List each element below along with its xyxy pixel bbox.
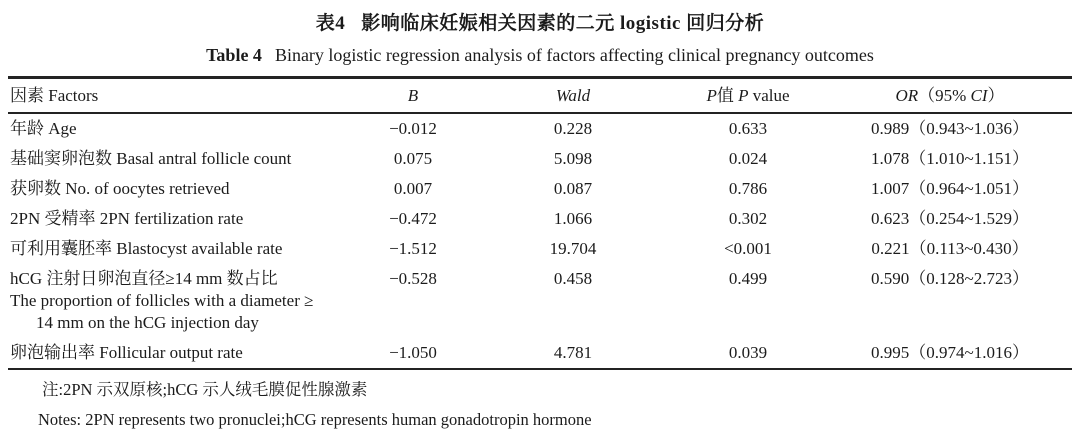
factor-cell <box>8 234 348 264</box>
table-row <box>8 174 1072 204</box>
table-notes <box>8 379 1072 431</box>
wald-cell: 4.781 <box>553 343 593 362</box>
column-header-b: B <box>348 78 478 114</box>
table-row <box>8 338 1072 369</box>
wald-cell: 19.704 <box>549 239 597 258</box>
header-segment: OR <box>895 86 919 105</box>
column-header-factors: 因素 Factors <box>8 78 348 114</box>
wald-cell: 0.087 <box>553 179 593 198</box>
b-cell: −0.528 <box>389 269 437 288</box>
factor-cell <box>8 144 348 174</box>
p-value-cell: 0.499 <box>728 269 768 288</box>
or-ci-cell: 0.623（0.254~1.529） <box>871 209 1029 228</box>
table-number-en: Table 4 <box>206 45 262 65</box>
factor-cell <box>8 264 348 338</box>
table-row <box>8 144 1072 174</box>
factor-line: 卵泡输出率 Follicular output rate <box>10 343 243 362</box>
column-header-wald: Wald <box>478 78 668 114</box>
table-row <box>8 234 1072 264</box>
factor-line: 可利用囊胚率 Blastocyst available rate <box>10 239 283 258</box>
p-value-cell: 0.302 <box>728 209 768 228</box>
or-ci-cell: 1.078（1.010~1.151） <box>871 149 1029 168</box>
header-segment: CI <box>970 86 988 105</box>
wald-cell: 0.228 <box>553 119 593 138</box>
table-row <box>8 204 1072 234</box>
or-ci-cell: 0.590（0.128~2.723） <box>871 269 1029 288</box>
header-segment: 值 <box>716 86 739 105</box>
or-ci-cell: 1.007（0.964~1.051） <box>871 179 1029 198</box>
p-value-cell: 0.039 <box>728 343 768 362</box>
factor-cell <box>8 204 348 234</box>
table-body <box>8 113 1072 369</box>
note-zh: 注:2PN 示双原核;hCG 示人绒毛膜促性腺激素 <box>42 380 368 399</box>
factor-line: 2PN 受精率 2PN fertilization rate <box>10 209 244 228</box>
table-row <box>8 264 1072 338</box>
table-title-zh-text: 影响临床妊娠相关因素的二元 logistic 回归分析 <box>361 13 765 34</box>
b-cell: −1.050 <box>389 343 437 362</box>
factor-cell <box>8 174 348 204</box>
header-segment: P <box>706 86 717 105</box>
header-segment: （95% <box>918 86 971 105</box>
column-header-p-value <box>668 78 828 114</box>
header-segment: P <box>738 86 749 105</box>
wald-cell: 5.098 <box>553 149 593 168</box>
table-row <box>8 113 1072 144</box>
column-header-or-ci <box>828 78 1072 114</box>
factor-line: 年龄 Age <box>10 119 77 138</box>
factor-line: 基础窦卵泡数 Basal antral follicle count <box>10 149 292 168</box>
table-number-zh: 表4 <box>315 13 346 34</box>
or-ci-cell: 0.989（0.943~1.036） <box>871 119 1029 138</box>
regression-table <box>8 76 1072 370</box>
factor-cell <box>8 338 348 369</box>
b-cell: −0.472 <box>389 209 437 228</box>
wald-cell: 1.066 <box>553 209 593 228</box>
factor-line: hCG 注射日卵泡直径≥14 mm 数占比 <box>10 269 278 288</box>
p-value-cell: <0.001 <box>724 239 772 258</box>
factor-line: 获卵数 No. of oocytes retrieved <box>10 179 230 198</box>
factor-cell <box>8 113 348 144</box>
b-cell: 0.007 <box>393 179 433 198</box>
b-cell: −0.012 <box>389 119 437 138</box>
header-segment: ） <box>987 86 1005 105</box>
b-cell: −1.512 <box>389 239 437 258</box>
or-ci-cell: 0.221（0.113~0.430） <box>871 239 1029 258</box>
p-value-cell: 0.024 <box>728 149 768 168</box>
table-header-row <box>8 78 1072 114</box>
wald-cell: 0.458 <box>553 269 593 288</box>
note-en: Notes: 2PN represents two pronuclei;hCG represents human gonadotropin hormone <box>38 410 592 429</box>
table-title-en <box>8 42 1072 68</box>
header-segment: value <box>748 86 790 105</box>
table-title-zh <box>8 10 1072 37</box>
p-value-cell: 0.633 <box>728 119 768 138</box>
or-ci-cell: 0.995（0.974~1.016） <box>871 343 1029 362</box>
table-title-en-text: Binary logistic regression analysis of factors affecting clinical pregnancy outcomes <box>274 45 874 65</box>
factor-line: 14 mm on the hCG injection day <box>36 313 259 332</box>
p-value-cell: 0.786 <box>728 179 768 198</box>
b-cell: 0.075 <box>393 149 433 168</box>
factor-line: The proportion of follicles with a diameter ≥ <box>10 291 314 310</box>
